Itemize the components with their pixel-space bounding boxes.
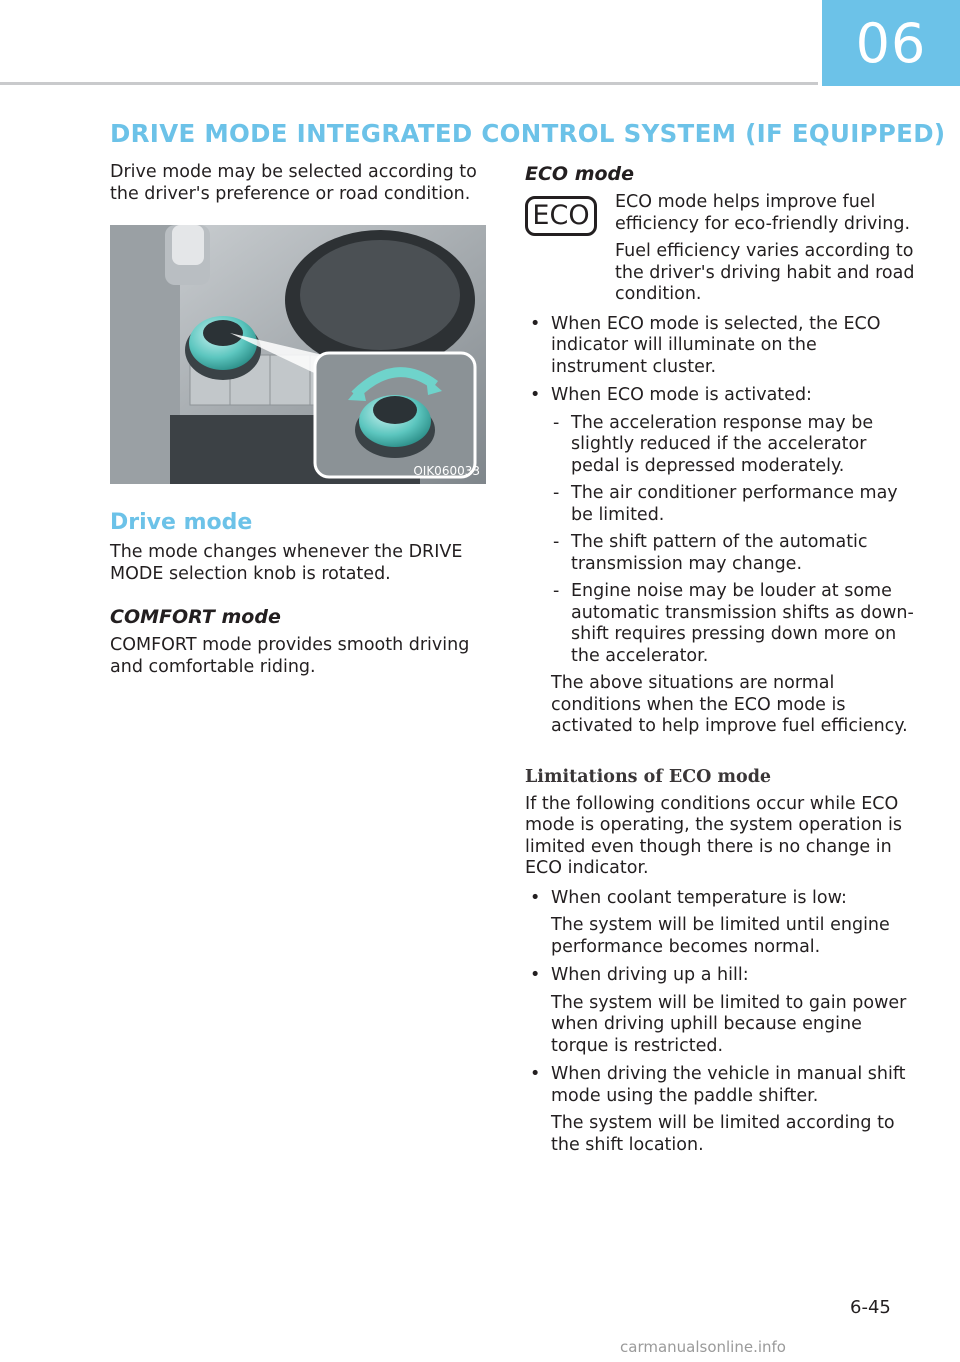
list-item: - Engine noise may be louder at some automatic transmission shifts as down-shift requires pressing down more on the accelerator. <box>551 581 915 667</box>
chapter-number: 06 <box>855 11 927 75</box>
list-item: - The air conditioner performance may be limited. <box>551 483 915 526</box>
intro-text: Drive mode may be selected according to the driver's preference or road condition. <box>110 162 477 204</box>
header-rule <box>0 82 818 85</box>
figure-code: OIK060033 <box>413 463 480 478</box>
drive-mode-text: The mode changes whenever the DRIVE MODE selection knob is rotated. <box>110 542 463 584</box>
watermark-link[interactable]: carmanualsonline.info <box>620 1338 786 1356</box>
list-item <box>525 314 915 379</box>
eco-bullet-list <box>525 314 915 738</box>
list-item <box>525 888 915 959</box>
limitations-list <box>525 888 915 1157</box>
limit-detail: The system will be limited until engine performance becomes normal. <box>551 915 890 957</box>
drive-mode-heading: Drive mode <box>110 510 253 535</box>
limit-detail: The system will be limited according to the shift location. <box>551 1113 895 1155</box>
page-number: 6-45 <box>850 1297 891 1318</box>
left-column <box>110 162 490 678</box>
list-item: - The shift pattern of the automatic transmission may change. <box>551 532 915 575</box>
list-item: - The acceleration response may be slightly reduced if the accelerator pedal is depressed moderately. <box>551 413 915 478</box>
right-column <box>525 162 915 1163</box>
comfort-mode-text: COMFORT mode provides smooth driving and comfortable riding. <box>110 635 470 677</box>
eco-note: The above situations are normal conditions when the ECO mode is activated to help improve fuel efficiency. <box>551 673 908 736</box>
list-item <box>525 385 915 738</box>
eco-text-2: Fuel efficiency varies according to the driver's driving habit and road condition. <box>615 241 915 304</box>
comfort-mode-heading: COMFORT mode <box>110 606 281 628</box>
list-item <box>525 1064 915 1156</box>
limit-detail: The system will be limited to gain power when driving uphill because engine torque is restricted. <box>551 992 907 1056</box>
bullet-text: When ECO mode is activated: <box>551 385 812 405</box>
eco-mode-heading: ECO mode <box>525 163 635 185</box>
chapter-tab <box>822 0 960 86</box>
limit-condition: When coolant temperature is low: <box>551 887 847 908</box>
eco-description <box>525 192 915 306</box>
console-knob-drawing <box>110 225 486 484</box>
limit-condition: When driving the vehicle in manual shift mode using the paddle shifter. <box>551 1064 906 1106</box>
eco-indicator-icon <box>525 196 597 236</box>
eco-effects-list <box>551 413 915 668</box>
drive-mode-knob-illustration <box>110 225 486 484</box>
section-title: DRIVE MODE INTEGRATED CONTROL SYSTEM (IF EQUIPPED) <box>110 119 946 148</box>
limitations-text: If the following conditions occur while ECO mode is operating, the system operation is limited even though there is no change in ECO indicator. <box>525 793 902 878</box>
list-item <box>525 965 915 1057</box>
limitations-heading: Limitations of ECO mode <box>525 766 772 787</box>
limit-condition: When driving up a hill: <box>551 965 749 985</box>
bullet-text: When ECO mode is selected, the ECO indicator will illuminate on the instrument cluster. <box>551 313 881 377</box>
eco-badge-label: ECO <box>532 200 590 232</box>
eco-text-1: ECO mode helps improve fuel efficiency for eco-friendly driving. <box>615 192 911 234</box>
